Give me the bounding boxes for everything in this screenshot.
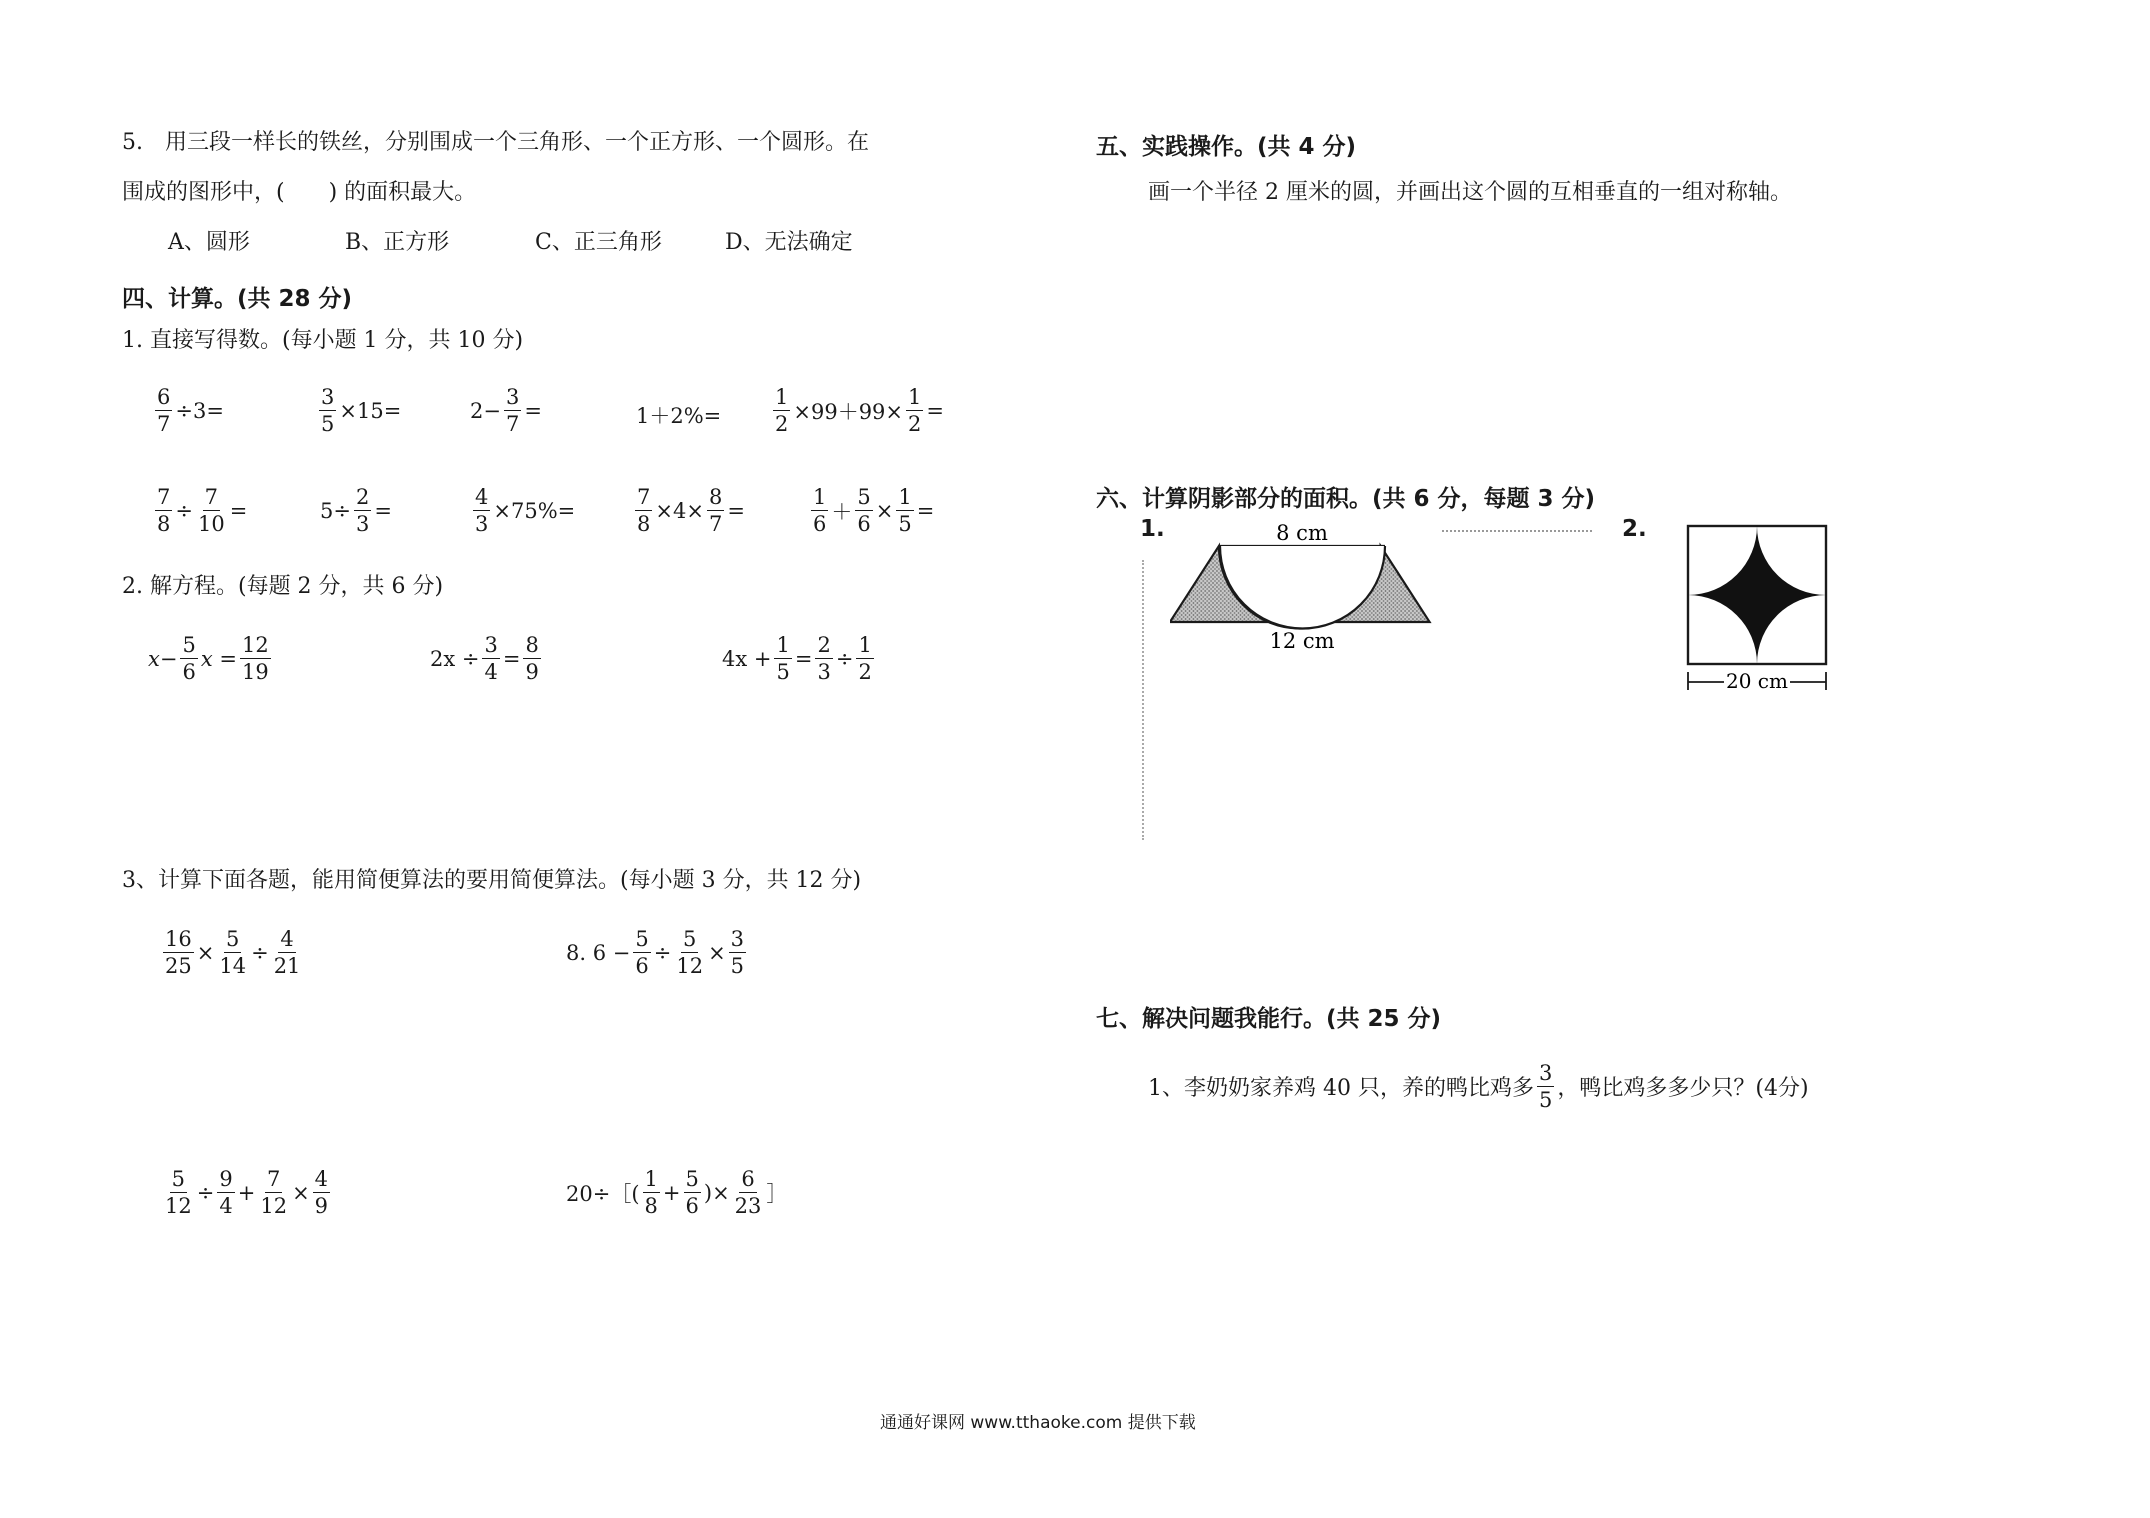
part2-title: 2. 解方程。(每题 2 分，共 6 分)	[122, 574, 444, 599]
section7-q1: 1、李奶奶家养鸡 40 只，养的鸭比鸡多 $\frac{3}{5}$ ，鸭比鸡多多少只？(4分)	[1148, 1061, 1809, 1112]
section6-title: 六、计算阴影部分的面积。(共 6 分，每题 3 分)	[1096, 486, 1596, 512]
section7-title: 七、解决问题我能行。(共 25 分)	[1096, 1006, 1442, 1032]
fig1-top-label: 8 cm	[1276, 521, 1328, 545]
calc3-expr-1: $\frac{16}{25}$ × $\frac{5}{14}$ ÷ $\frac{4}{21}$	[165, 927, 301, 978]
figure-1-trapezoid	[1170, 510, 1440, 660]
calc3-expr-3: $\frac{5}{12}$ ÷ $\frac{9}{4}$ + $\frac{7}{12}$ × $\frac{4}{9}$	[165, 1167, 329, 1218]
fig2-width-label: 20 cm	[1726, 669, 1788, 692]
section5-text: 画一个半径 2 厘米的圆，并画出这个圆的互相垂直的一组对称轴。	[1148, 180, 1792, 205]
equation-1: x− $\frac{5}{6}$ x = $\frac{12}{19}$	[148, 633, 269, 684]
calc-r1-3: 2− $\frac{3}{7}$ =	[470, 385, 542, 436]
calc-r1-1: $\frac{6}{7}$ ÷3=	[157, 385, 224, 436]
calc-r2-4: $\frac{7}{8}$ ×4× $\frac{8}{7}$ =	[637, 485, 745, 536]
calc-r1-2: $\frac{3}{5}$ ×15=	[321, 385, 402, 436]
figure-2-square	[1682, 522, 1842, 692]
q5-line2: 围成的图形中，( ) 的面积最大。	[122, 180, 477, 205]
footer-credit: 通通好课网 www.tthaoke.com 提供下载	[880, 1413, 1196, 1433]
calc-r1-5: $\frac{1}{2}$ ×99＋99× $\frac{1}{2}$ =	[775, 385, 944, 436]
q5-option-c: C、正三角形	[535, 230, 662, 255]
equation-3: 4x + $\frac{1}{5}$ = $\frac{2}{3}$ ÷ $\frac{1}{2}$	[722, 633, 872, 684]
calc-r1-4: 1＋2%=	[636, 404, 722, 428]
q5-option-d: D、无法确定	[725, 230, 853, 255]
calc-r2-1: $\frac{7}{8}$ ÷ $\frac{7}{10}$ =	[157, 485, 248, 536]
calc-r2-2: 5÷ $\frac{2}{3}$ =	[320, 485, 392, 536]
section5-title: 五、实践操作。(共 4 分)	[1096, 134, 1357, 160]
q5-option-b: B、正方形	[345, 230, 450, 255]
dotted-guide	[1442, 530, 1592, 532]
calc-r2-3: $\frac{4}{3}$ ×75%=	[475, 485, 576, 536]
section4-title: 四、计算。(共 28 分)	[122, 286, 353, 312]
q5-line1: 5. 用三段一样长的铁丝，分别围成一个三角形、一个正方形、一个圆形。在	[122, 130, 869, 155]
equation-2: 2x ÷ $\frac{3}{4}$ = $\frac{8}{9}$	[430, 633, 539, 684]
calc3-expr-4: 20÷［( $\frac{1}{8}$ + $\frac{5}{6}$ )× $\frac{6}{23}$ ］	[566, 1167, 788, 1218]
fig1-bottom-label: 12 cm	[1269, 629, 1335, 653]
fig2-label: 2.	[1622, 516, 1647, 542]
part1-title: 1. 直接写得数。(每小题 1 分，共 10 分)	[122, 328, 524, 353]
q5-option-a: A、圆形	[168, 230, 250, 255]
fig1-label: 1.	[1140, 516, 1165, 542]
part3-title: 3、计算下面各题，能用简便算法的要用简便算法。(每小题 3 分，共 12 分)	[122, 868, 862, 893]
calc-r2-5: $\frac{1}{6}$ ＋ $\frac{5}{6}$ × $\frac{1}{5}$ =	[813, 485, 935, 536]
dotted-guide-vertical	[1142, 560, 1144, 840]
calc3-expr-2: 8. 6 − $\frac{5}{6}$ ÷ $\frac{5}{12}$ × $\frac{3}{5}$	[566, 927, 745, 978]
